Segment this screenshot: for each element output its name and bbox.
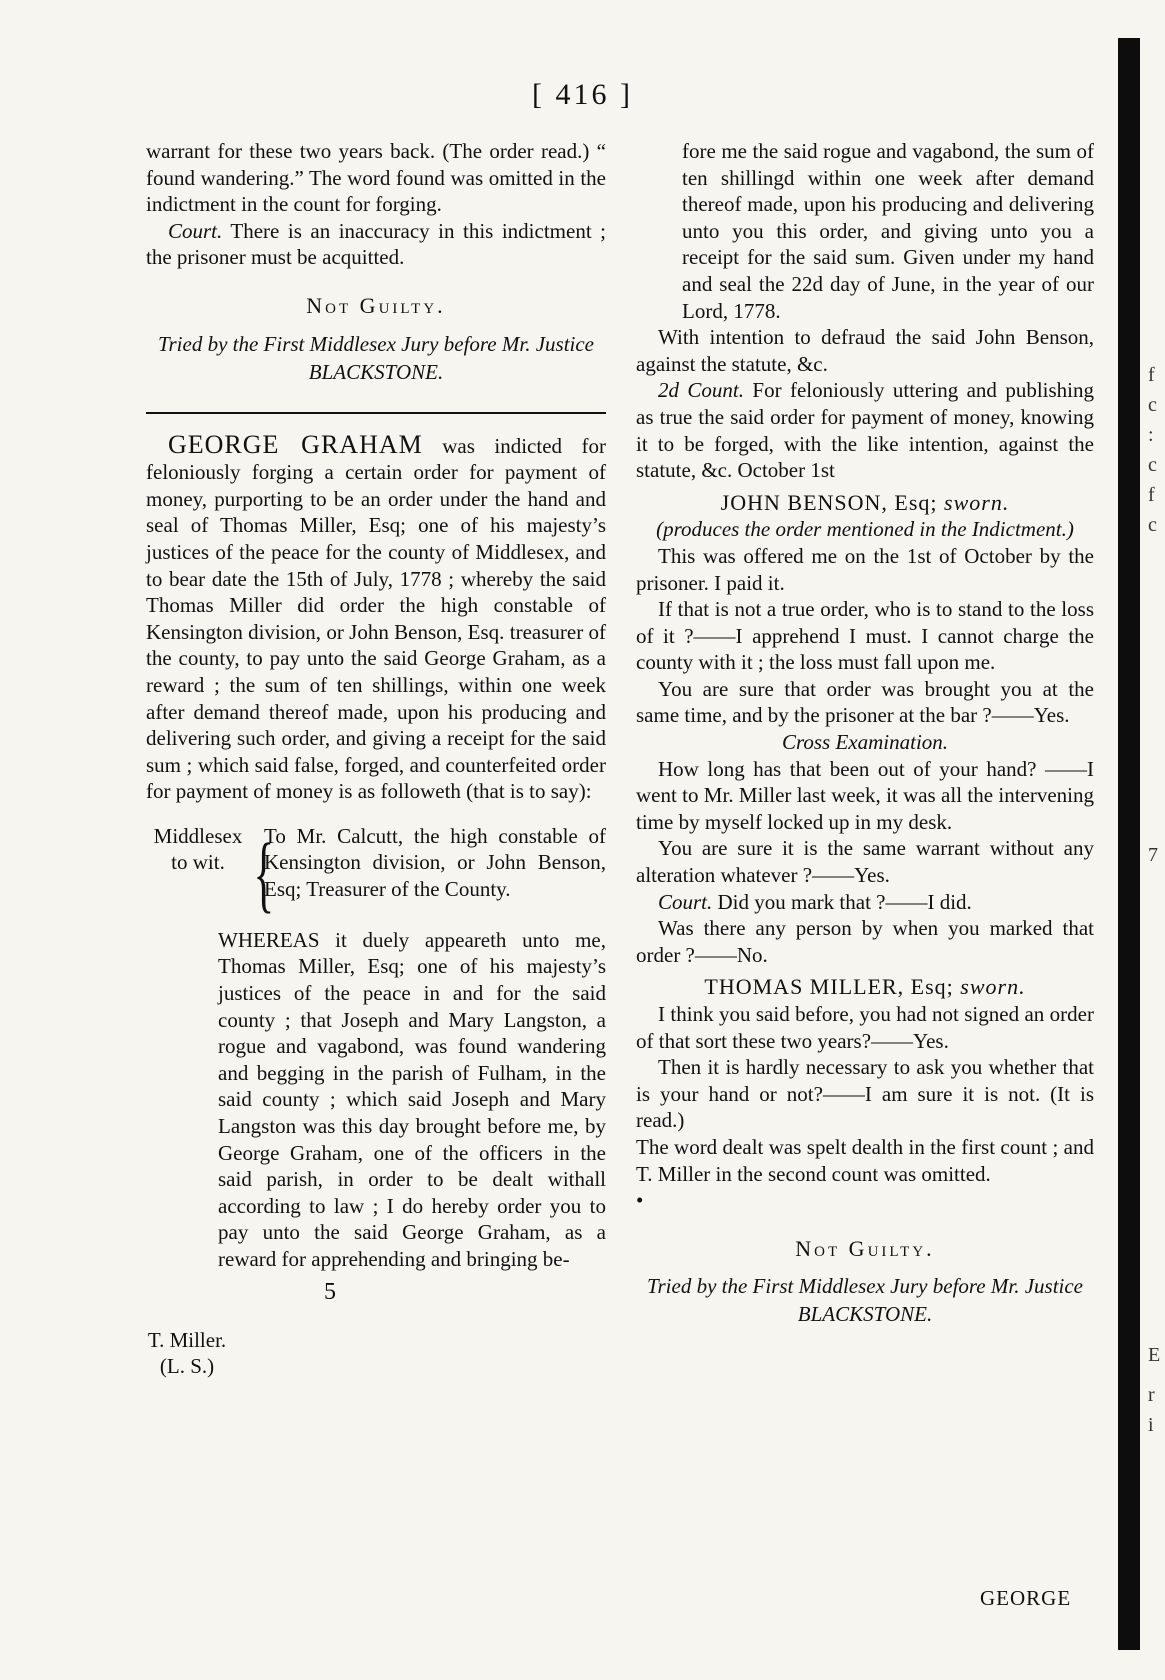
verdict-not-guilty: Not Guilty. [306, 292, 446, 318]
order-venue: Middlesex to wit. [153, 823, 243, 874]
paragraph-court-ruling [146, 218, 606, 271]
page-number-header: [ 416 ] [532, 78, 633, 111]
court-label: Court. [168, 218, 223, 243]
section-divider [146, 412, 606, 414]
testimony-q4: How long has that been out of your hand? ——I went to Mr. Miller last week, it was all the intervening time by myself locked up in my desk. [636, 756, 1094, 834]
order-address: To Mr. Calcutt, the high constable of Kensington division, or John Benson, Esq; Treasurer of the County. [264, 823, 606, 902]
edge-letter: c [1148, 394, 1157, 416]
witness-miller [636, 974, 1094, 1001]
testimony-q9: Then it is hardly necessary to ask you whether that is your hand or not?——I am sure it is not. (It is read.) [636, 1055, 1094, 1133]
witness-miller-name: THOMAS MILLER, Esq; [704, 974, 954, 1000]
witness-benson [636, 490, 1094, 517]
testimony-q10: The word dealt was spelt dealth in the first count ; and T. Miller in the second count was omitted. [636, 1134, 1094, 1186]
right-column [636, 138, 1094, 1328]
seal-signature: T. Miller. (L. S.) [147, 1327, 227, 1378]
indictment-paragraph [146, 429, 607, 805]
bullet-mark: • [636, 1188, 644, 1213]
testimony-q6-text: Did you mark that ?——I did. [712, 889, 972, 914]
order-heading [146, 823, 606, 923]
cross-examination-heading: Cross Examination. [781, 730, 949, 755]
second-count-text: For feloniously uttering and publishing as true the said order for payment of money, knowing it to be forged, with the like intention, against the statute, &c. October 1st [636, 378, 1094, 483]
edge-letter: c [1148, 454, 1157, 476]
witness-benson-sworn: sworn. [944, 489, 1010, 515]
left-column [146, 138, 607, 1378]
second-count-paragraph [636, 377, 1094, 483]
edge-letter: r [1148, 1384, 1155, 1406]
bleed-through-letters [1148, 360, 1160, 1440]
court-ruling-text: There is an inaccuracy in this indictment ; the prisoner must be acquitted. [146, 218, 606, 270]
page-edge-shadow [1118, 38, 1140, 1650]
testimony-q2: If that is not a true order, who is to stand to the loss of it ?——I apprehend I must. I cannot charge the county with it ; the loss must fall upon me. [636, 597, 1094, 675]
testimony-q7: Was there any person by when you marked that order ?——No. [636, 916, 1094, 967]
testimony-q5: You are sure it is the same warrant without any alteration whatever ?——Yes. [636, 836, 1094, 888]
witness-miller-sworn: sworn. [960, 974, 1026, 1000]
edge-letter: f [1148, 484, 1155, 506]
testimony-q3: You are sure that order was brought you at the same time, and by the prisoner at the bar ?——Yes. [636, 676, 1094, 728]
edge-letter: i [1148, 1414, 1154, 1436]
edge-letter: f [1148, 364, 1155, 386]
verdict-not-guilty-2: Not Guilty. [795, 1235, 935, 1261]
intent-paragraph: With intention to defraud the said John Benson, against the statute, &c. [636, 325, 1094, 376]
order-body-text: WHEREAS it duely appeareth unto me, Thomas Miller, Esq; one of his majesty’s justices of the peace in and for the said county ; that Joseph and Mary Langston, a rogue and vagabond, was found wandering and begging in the parish of Fulham, in the said county ; which said Joseph and Mary Langston was this day brought before me, by George Graham, one of the officers in the said parish, in order to be dealt withall according to law ; I do hereby order you to pay unto the said George Graham, as a reward for apprehending and bringing be- [218, 927, 606, 1271]
court-label-2: Court. [658, 889, 713, 914]
edge-letter: E [1148, 1344, 1161, 1366]
edge-letter: 7 [1148, 844, 1158, 866]
second-count-label: 2d Count. [658, 378, 744, 403]
signature-mark: 5 [324, 1278, 336, 1305]
tried-before-note: Tried by the First Middlesex Jury before Mr. Justice BLACKSTONE. [157, 331, 595, 384]
edge-letter: c [1148, 514, 1157, 536]
edge-letter: : [1148, 424, 1154, 446]
paragraph-order-read: warrant for these two years back. (The order read.) “ found wandering.” The word found was omitted in the indictment in the count for forging. [146, 139, 606, 217]
brace-glyph: { [253, 824, 275, 921]
testimony-q6 [636, 889, 1094, 916]
testimony-q1: This was offered me on the 1st of October by the prisoner. I paid it. [636, 543, 1094, 595]
defendant-name: GEORGE GRAHAM [168, 429, 423, 459]
tried-before-note-2: Tried by the First Middlesex Jury before Mr. Justice BLACKSTONE. [646, 1274, 1084, 1327]
catchword: GEORGE [980, 1586, 1072, 1610]
witness-benson-name: JOHN BENSON, Esq; [720, 489, 938, 515]
testimony-q8: I think you said before, you had not signed an order of that sort these two years?——Yes. [636, 1002, 1094, 1053]
produces-note: (produces the order mentioned in the Indictment.) [656, 517, 1074, 542]
order-continuation: fore me the said rogue and vagabond, the sum of ten shillingd within one week after demand thereof made, upon his producing and delivering unto you this order, and giving unto you a receipt for the said sum. Given under my hand and seal the 22d day of June, in the year of our Lord, 1778. [682, 139, 1094, 323]
indictment-text: was indicted for feloniously forging a certain order for payment of money, purporting to be an order under the hand and seal of Thomas Miller, Esq; one of his majesty’s justices of the peace for the county of Middlesex, and to bear date the 15th of July, 1778 ; whereby the said Thomas Miller did order the high constable of Kensington division, or John Benson, Esq. treasurer of the county, to pay unto the said George Graham, as a reward ; the sum of ten shillings, within one week after demand thereof made, upon his producing and delivering such order, and giving a receipt for the said sum ; which said false, forged, and counterfeited order for payment of money is as followeth (that is to say): [146, 433, 607, 804]
order-body-wrap [146, 927, 606, 1378]
